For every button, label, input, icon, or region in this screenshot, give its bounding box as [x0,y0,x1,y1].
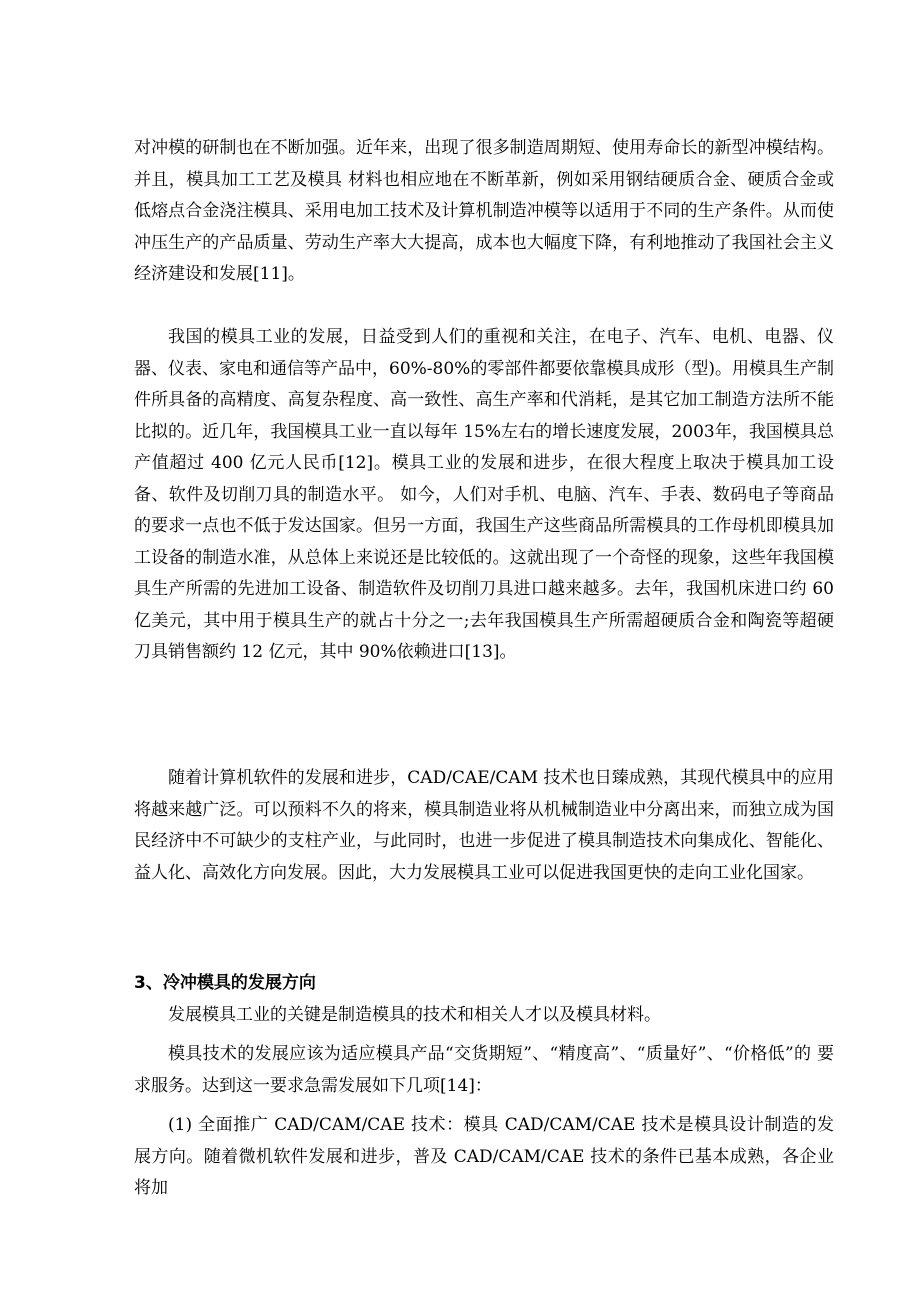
paragraph-2: 我国的模具工业的发展，日益受到人们的重视和关注，在电子、汽车、电机、电器、仪器、仪表、家电和通信等产品中，60%-80%的零部件都要依靠模具成形（型)。用模具生产制件所具备的高精度、高复杂程度、高一致性、高生产率和代消耗，是其它加工制造方法所不能比拟的。近几年，我国模具工业一直以每年 15%左右的增长速度发展，2003年，我国模具总产值超过 400 亿元人民币[12]。模具工业的发展和进步，在很大程度上取决于模具加工设备、软件及切削刀具的制造水平。 如今，人们对手机、电脑、汽车、手表、数码电子等商品的要求一点也不低于发达国家。但另一方面，我国生产这些商品所需模具的工作母机即模具加工设备的制造水准，从总体上来说还是比较低的。这就出现了一个奇怪的现象，这些年我国模具生产所需的先进加工设备、制造软件及切削刀具进口越来越多。去年，我国机床进口约 60 亿美元，其中用于模具生产的就占十分之一;去年我国模具生产所需超硬质合金和陶瓷等超硬刀具销售额约 12 亿元，其中 90%依赖进口[13]。 [134,327,834,662]
section-heading: 3、冷冲模具的发展方向 [134,973,316,993]
paragraph-5: 模具技术的发展应该为适应模具产品“交货期短”、“精度高”、“质量好”、“价格低”的 要求服务。达到这一要求急需发展如下几项[14]： [134,1044,834,1096]
paragraph-1: 对冲模的研制也在不断加强。近年来，出现了很多制造周期短、使用寿命长的新型冲模结构。并且，模具加工工艺及模具 材料也相应地在不断革新，例如采用钢结硬质合金、硬质合金或低熔点合金浇注模具、采用电加工技术及计算机制造冲模等以适用于不同的生产条件。从而使冲压生产的产品质量、劳动生产率大大提高，成本也大幅度下降，有利地推动了我国社会主义经济建设和发展[11]。 [134,138,834,284]
paragraph-3: 随着计算机软件的发展和进步，CAD/CAE/CAM 技术也日臻成熟，其现代模具中的应用将越来越广泛。可以预料不久的将来，模具制造业将从机械制造业中分离出来，而独立成为国民经济中不可缺少的支柱产业，与此同时，也进一步促进了模具制造技术向集成化、智能化、益人化、高效化方向发展。因此，大力发展模具工业可以促进我国更快的走向工业化国家。 [134,768,835,883]
paragraph-4: 发展模具工业的关键是制造模具的技术和相关人才以及模具材料。 [168,1005,661,1025]
paragraph-6: (1) 全面推广 CAD/CAM/CAE 技术：模具 CAD/CAM/CAE 技术是模具设计制造的发展方向。随着微机软件发展和进步，普及 CAD/CAM/CAE 技术的条件已基本成熟，各企业将加 [134,1115,834,1198]
